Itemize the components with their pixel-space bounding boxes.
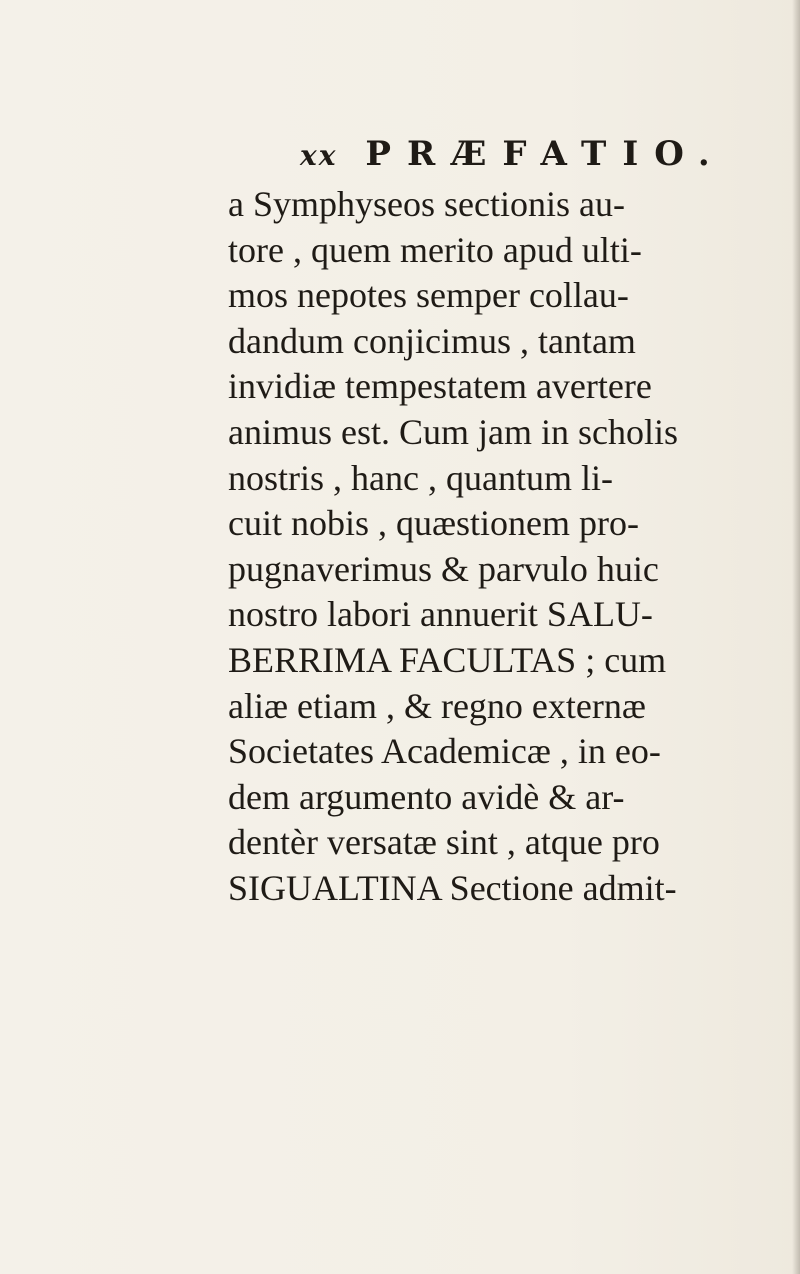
text-line: dem argumento avidè & ar- xyxy=(228,776,625,817)
page-number: xx xyxy=(300,139,338,172)
text-line: nostris , hanc , quantum li- xyxy=(228,457,613,498)
page-header xyxy=(300,134,726,178)
text-line: mos nepotes semper collau- xyxy=(228,275,629,316)
text-line: pugnaverimus & parvulo huic xyxy=(228,548,659,589)
text-line: Societates Academicæ , in eo- xyxy=(228,731,661,772)
text-line: a Symphyseos sectionis au- xyxy=(228,184,625,224)
text-line: animus est. Cum jam in scholis xyxy=(228,411,678,452)
body-text xyxy=(228,182,768,912)
text-line: dentèr versatæ sint , atque pro xyxy=(228,822,660,863)
page-edge-shadow xyxy=(792,0,800,1274)
text-line: tore , quem merito apud ulti- xyxy=(228,229,642,270)
text-line: cuit nobis , quæstionem pro- xyxy=(228,503,639,544)
text-line: invidiæ tempestatem avertere xyxy=(228,366,652,407)
running-title: PRÆFATIO. xyxy=(365,134,726,174)
text-line: dandum conjicimus , tantam xyxy=(228,320,636,361)
text-line: BERRIMA FACULTAS ; cum xyxy=(228,639,667,680)
text-line: SIGUALTINA Sectione admit- xyxy=(228,867,677,908)
text-line: nostro labori annuerit SALU- xyxy=(228,594,653,635)
text-line: aliæ etiam , & regno externæ xyxy=(228,685,646,726)
